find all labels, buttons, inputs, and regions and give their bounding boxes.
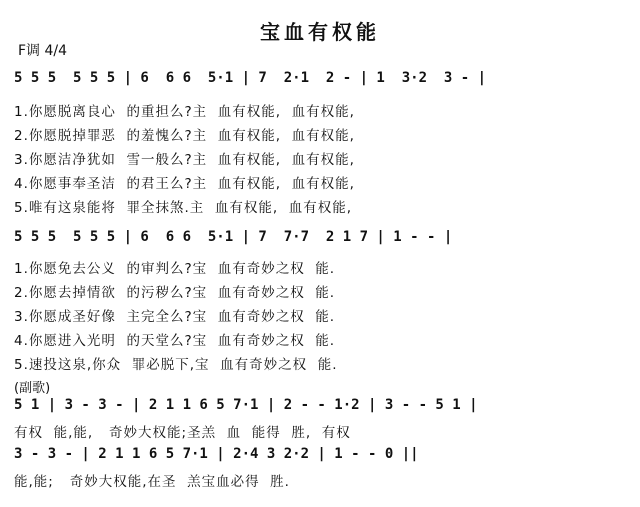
section1-verse-3: 3.你愿洁净犹如 雪一般么?主 血有权能, 血有权能, <box>14 152 355 168</box>
song-title: 宝血有权能 <box>260 20 380 44</box>
section2-verse-1: 1.你愿免去公义 的审判么?宝 血有奇妙之权 能. <box>14 261 336 277</box>
section2-verse-4: 4.你愿进入光明 的天堂么?宝 血有奇妙之权 能. <box>14 333 336 349</box>
section1-verse-5: 5.唯有这泉能将 罪全抹煞.主 血有权能, 血有权能, <box>14 200 353 216</box>
chorus-lyric-2: 能,能; 奇妙大权能,在圣 羔宝血必得 胜. <box>14 474 290 490</box>
section1-verse-4: 4.你愿事奉圣洁 的君王么?主 血有权能, 血有权能, <box>14 176 355 192</box>
chorus-label: (副歌) <box>14 381 51 396</box>
key-signature: F调 4/4 <box>18 43 68 59</box>
chorus-lyric-1: 有权 能,能, 奇妙大权能;圣羔 血 能得 胜, 有权 <box>14 425 351 441</box>
section2-verse-5: 5.速投这泉,你众 罪必脱下,宝 血有奇妙之权 能. <box>14 357 338 373</box>
section1-notes: 5 5 5 5 5 5 | 6 6 6 5·1 | 7 2·1 2 - | 1 3·2 3 - | <box>14 70 487 86</box>
chorus-notes-2: 3 - 3 - | 2 1 1 6 5 7·1 | 2·4 3 2·2 | 1 - - 0 || <box>14 446 419 462</box>
section2-notes: 5 5 5 5 5 5 | 6 6 6 5·1 | 7 7·7 2 1 7 | 1 - - | <box>14 229 453 245</box>
section2-verse-3: 3.你愿成圣好像 主完全么?宝 血有奇妙之权 能. <box>14 309 336 325</box>
chorus-notes-1: 5 1 | 3 - 3 - | 2 1 1 6 5 7·1 | 2 - - 1·2 | 3 - - 5 1 | <box>14 397 478 413</box>
section1-verse-1: 1.你愿脱离良心 的重担么?主 血有权能, 血有权能, <box>14 104 355 120</box>
section2-verse-2: 2.你愿去掉情欲 的污秽么?宝 血有奇妙之权 能. <box>14 285 336 301</box>
section1-verse-2: 2.你愿脱掉罪恶 的羞愧么?主 血有权能, 血有权能, <box>14 128 355 144</box>
